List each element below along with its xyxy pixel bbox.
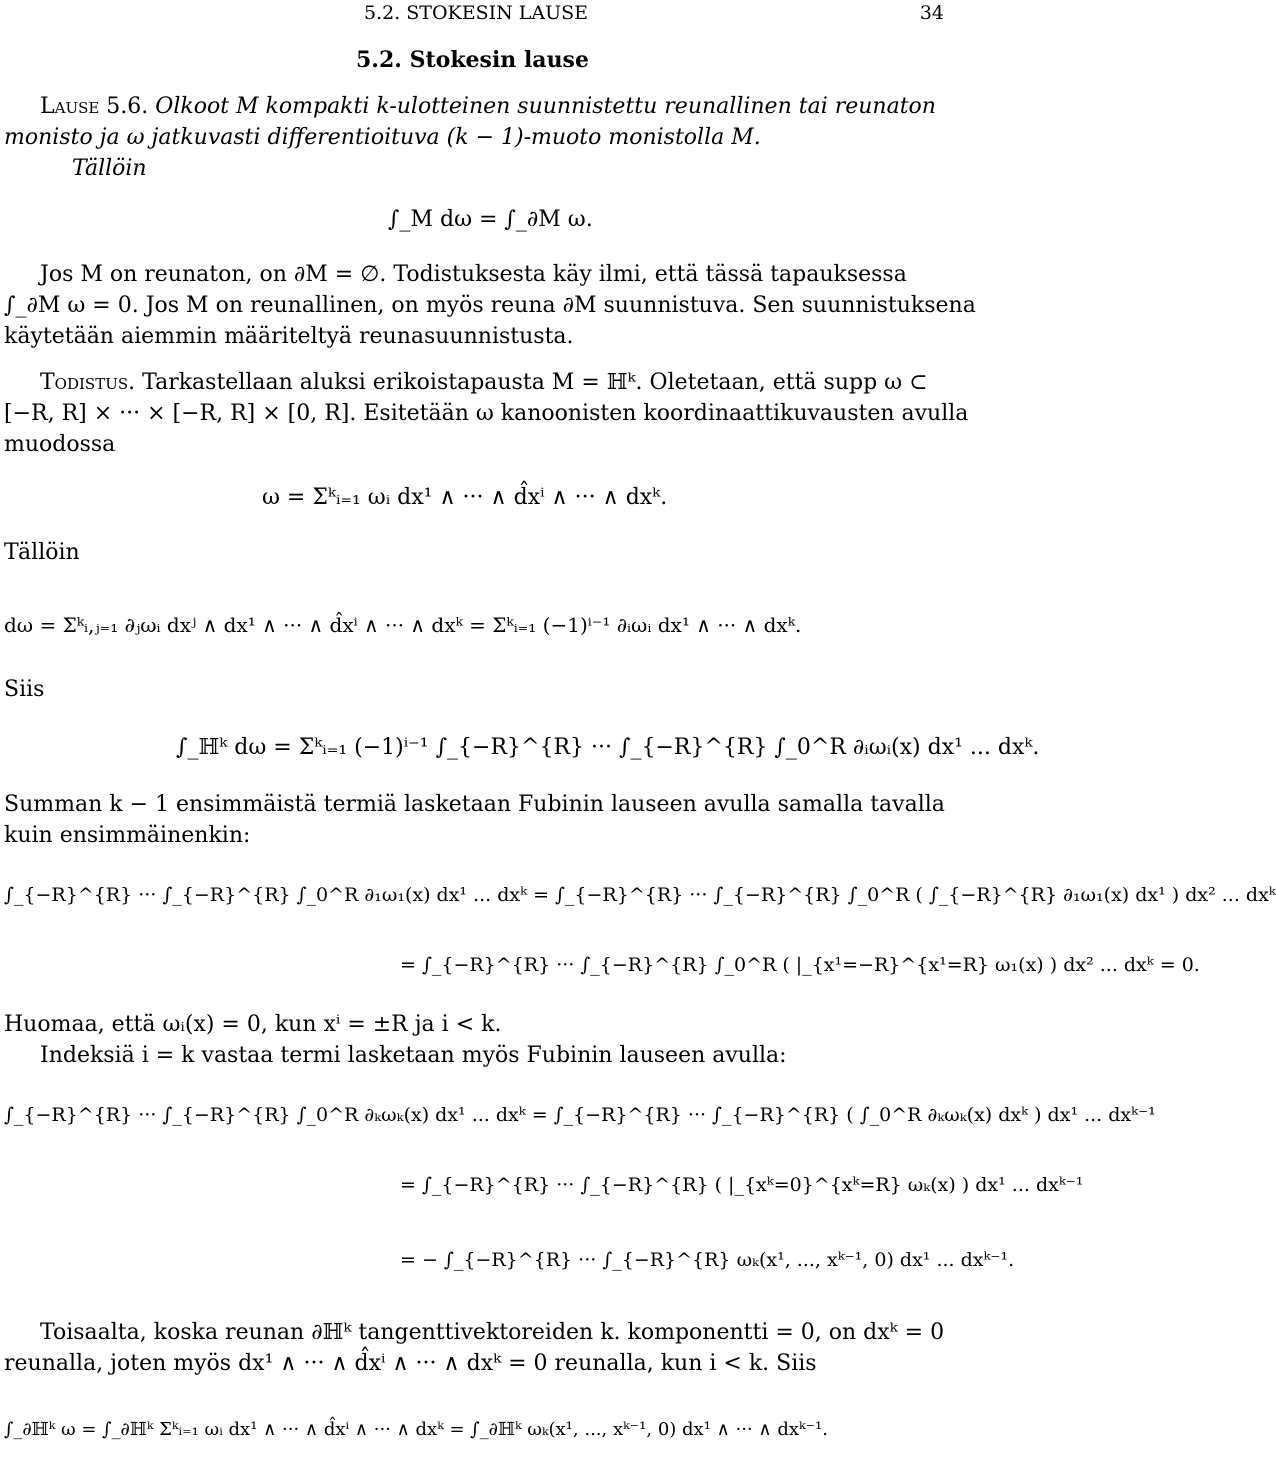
theorem-label: Lause 5.6.	[40, 94, 149, 119]
note-huomaa: Huomaa, että ωᵢ(x) = 0, kun xⁱ = ±R ja i < k.	[4, 1012, 502, 1037]
equation-fubini2-line1: ∫_{−R}^{R} ··· ∫_{−R}^{R} ∫_0^R ∂ₖωₖ(x) dx¹ ... dxᵏ = ∫_{−R}^{R} ··· ∫_{−R}^{R} ( ∫_0^R ∂ₖωₖ(x) dxᵏ ) dx¹ ... dxᵏ⁻¹	[4, 1104, 1156, 1126]
proof-text-3: muodossa	[4, 432, 116, 457]
running-header	[0, 0, 950, 28]
equation-omega: ω = Σᵏᵢ₌₁ ωᵢ dx¹ ∧ ··· ∧ d̂xⁱ ∧ ··· ∧ dxᵏ.	[262, 485, 668, 510]
proof-text-1: Tarkastellaan aluksi erikoistapausta M = ℍᵏ. Oletetaan, että supp ω ⊂	[142, 370, 928, 395]
equation-integral-h: ∫_ℍᵏ dω = Σᵏᵢ₌₁ (−1)ⁱ⁻¹ ∫_{−R}^{R} ··· ∫_{−R}^{R} ∫_0^R ∂ᵢωᵢ(x) dx¹ ... dxᵏ.	[176, 735, 1040, 760]
proof-text-2: [−R, R] × ··· × [−R, R] × [0, R]. Esitetään ω kanoonisten koordinaattikuvausten avulla	[4, 401, 969, 426]
equation-fubini1-line2: = ∫_{−R}^{R} ··· ∫_{−R}^{R} ∫_0^R ( |_{x¹=−R}^{x¹=R} ω₁(x) ) dx² ... dxᵏ = 0.	[400, 954, 1200, 976]
equation-domega: dω = Σᵏᵢ,ⱼ₌₁ ∂ⱼωᵢ dxʲ ∧ dx¹ ∧ ··· ∧ d̂xⁱ ∧ ··· ∧ dxᵏ = Σᵏᵢ₌₁ (−1)ⁱ⁻¹ ∂ᵢωᵢ dx¹ ∧ ··· ∧ dxᵏ.	[4, 613, 802, 637]
note-indeksia: Indeksiä i = k vastaa termi lasketaan myös Fubinin lauseen avulla:	[40, 1043, 787, 1068]
proof-label: Todistus.	[40, 370, 136, 395]
document-page: 5.2. STOKESIN LAUSE 34 5.2. Stokesin lause Lause 5.6. Olkoot M kompakti k-ulotteinen suunnistettu reunallinen tai reunaton monisto ja ω jatkuvasti differentioituva (k − 1)-muoto monistolla M. Tällöin ∫_M dω = ∫_∂M ω. Jos M on reunaton, on ∂M = ∅. Todistuksesta käy ilmi, että tässä tapauksessa ∫_∂M ω = 0. Jos M on reunallinen, on myös reuna ∂M suunnistuva. Sen suunnistuksena käytetään aiemmin määriteltyä reunasuunnistusta. Todistus. Tarkastellaan aluksi erikoistapausta M = ℍᵏ. Oletetaan, että supp ω ⊂ [−R, R] × ··· × [−R, R] × [0, R]. Esitetään ω kanoonisten koordinaattikuvausten avulla muodossa ω = Σᵏᵢ₌₁ ωᵢ dx¹ ∧ ··· ∧ d̂xⁱ ∧ ··· ∧ dxᵏ. Tällöin dω = Σᵏᵢ,ⱼ₌₁ ∂ⱼωᵢ dxʲ ∧ dx¹ ∧ ··· ∧ d̂xⁱ ∧ ··· ∧ dxᵏ = Σᵏᵢ₌₁ (−1)ⁱ⁻¹ ∂ᵢωᵢ dx¹ ∧ ··· ∧ dxᵏ. Siis ∫_ℍᵏ dω = Σᵏᵢ₌₁ (−1)ⁱ⁻¹ ∫_{−R}^{R} ··· ∫_{−R}^{R} ∫_0^R ∂ᵢωᵢ(x) dx¹ ... dxᵏ. Summan k − 1 ensimmäistä termiä lasketaan Fubinin lauseen avulla samalla tavalla kuin ensimmäinenkin: ∫_{−R}^{R} ··· ∫_{−R}^{R} ∫_0^R ∂₁ω₁(x) dx¹ ... dxᵏ = ∫_{−R}^{R} ··· ∫_{−R}^{R} ∫_0^R ( ∫_{−R}^{R} ∂₁ω₁(x) dx¹ ) dx² ... dxᵏ = ∫_{−R}^{R} ··· ∫_{−R}^{R} ∫_0^R ( |_{x¹=−R}^{x¹=R} ω₁(x) ) dx² ... dxᵏ = 0. Huomaa, että ωᵢ(x) = 0, kun xⁱ = ±R ja i < k. Indeksiä i = k vastaa termi lasketaan myös Fubinin lauseen avulla: ∫_{−R}^{R} ··· ∫_{−R}^{R} ∫_0^R ∂ₖωₖ(x) dx¹ ... dxᵏ = ∫_{−R}^{R} ··· ∫_{−R}^{R} ( ∫_0^R ∂ₖωₖ(x) dxᵏ ) dx¹ ... dxᵏ⁻¹ = ∫_{−R}^{R} ··· ∫_{−R}^{R} ( |_{xᵏ=0}^{xᵏ=R} ωₖ(x) ) dx¹ ... dxᵏ⁻¹ = − ∫_{−R}^{R} ··· ∫_{−R}^{R} ωₖ(x¹, ..., xᵏ⁻¹, 0) dx¹ ... dxᵏ⁻¹. Toisaalta, koska reunan ∂ℍᵏ tangenttivektoreiden k. komponentti = 0, on dxᵏ = 0 reunalla, joten myös dx¹ ∧ ··· ∧ d̂xⁱ ∧ ··· ∧ dxᵏ = 0 reunalla, kun i < k. Siis ∫_∂ℍᵏ ω = ∫_∂ℍᵏ Σᵏᵢ₌₁ ωᵢ dx¹ ∧ ··· ∧ d̂xⁱ ∧ ··· ∧ dxᵏ = ∫_∂ℍᵏ ωₖ(x¹, ..., xᵏ⁻¹, 0) dx¹ ∧ ··· ∧ dxᵏ⁻¹.	[0, 0, 960, 1474]
header-section: 5.2. STOKESIN LAUSE	[364, 2, 589, 24]
equation-fubini1-line1: ∫_{−R}^{R} ··· ∫_{−R}^{R} ∫_0^R ∂₁ω₁(x) dx¹ ... dxᵏ = ∫_{−R}^{R} ··· ∫_{−R}^{R} ∫_0^R ( ∫_{−R}^{R} ∂₁ω₁(x) dx¹ ) dx² ... dxᵏ	[4, 884, 1276, 906]
equation-fubini2-line2: = ∫_{−R}^{R} ··· ∫_{−R}^{R} ( |_{xᵏ=0}^{xᵏ=R} ωₖ(x) ) dx¹ ... dxᵏ⁻¹	[400, 1174, 1084, 1196]
word-tallion: Tällöin	[4, 540, 80, 565]
word-siis: Siis	[4, 677, 45, 702]
theorem-text-1: Olkoot M kompakti k-ulotteinen suunnistettu reunallinen tai reunaton	[155, 94, 936, 119]
theorem-text-2: monisto ja ω jatkuvasti differentioituva (k − 1)-muoto monistolla M.	[4, 125, 761, 150]
section-title: 5.2. Stokesin lause	[356, 47, 589, 73]
equation-stokes: ∫_M dω = ∫_∂M ω.	[388, 207, 593, 232]
theorem-text-3: Tällöin	[72, 156, 147, 181]
page-number: 34	[919, 2, 944, 24]
equation-fubini2-line3: = − ∫_{−R}^{R} ··· ∫_{−R}^{R} ωₖ(x¹, ..., xᵏ⁻¹, 0) dx¹ ... dxᵏ⁻¹.	[400, 1249, 1015, 1271]
equation-final: ∫_∂ℍᵏ ω = ∫_∂ℍᵏ Σᵏᵢ₌₁ ωᵢ dx¹ ∧ ··· ∧ d̂xⁱ ∧ ··· ∧ dxᵏ = ∫_∂ℍᵏ ωₖ(x¹, ..., xᵏ⁻¹, 0) dx¹ ∧ ··· ∧ dxᵏ⁻¹.	[4, 1419, 828, 1440]
